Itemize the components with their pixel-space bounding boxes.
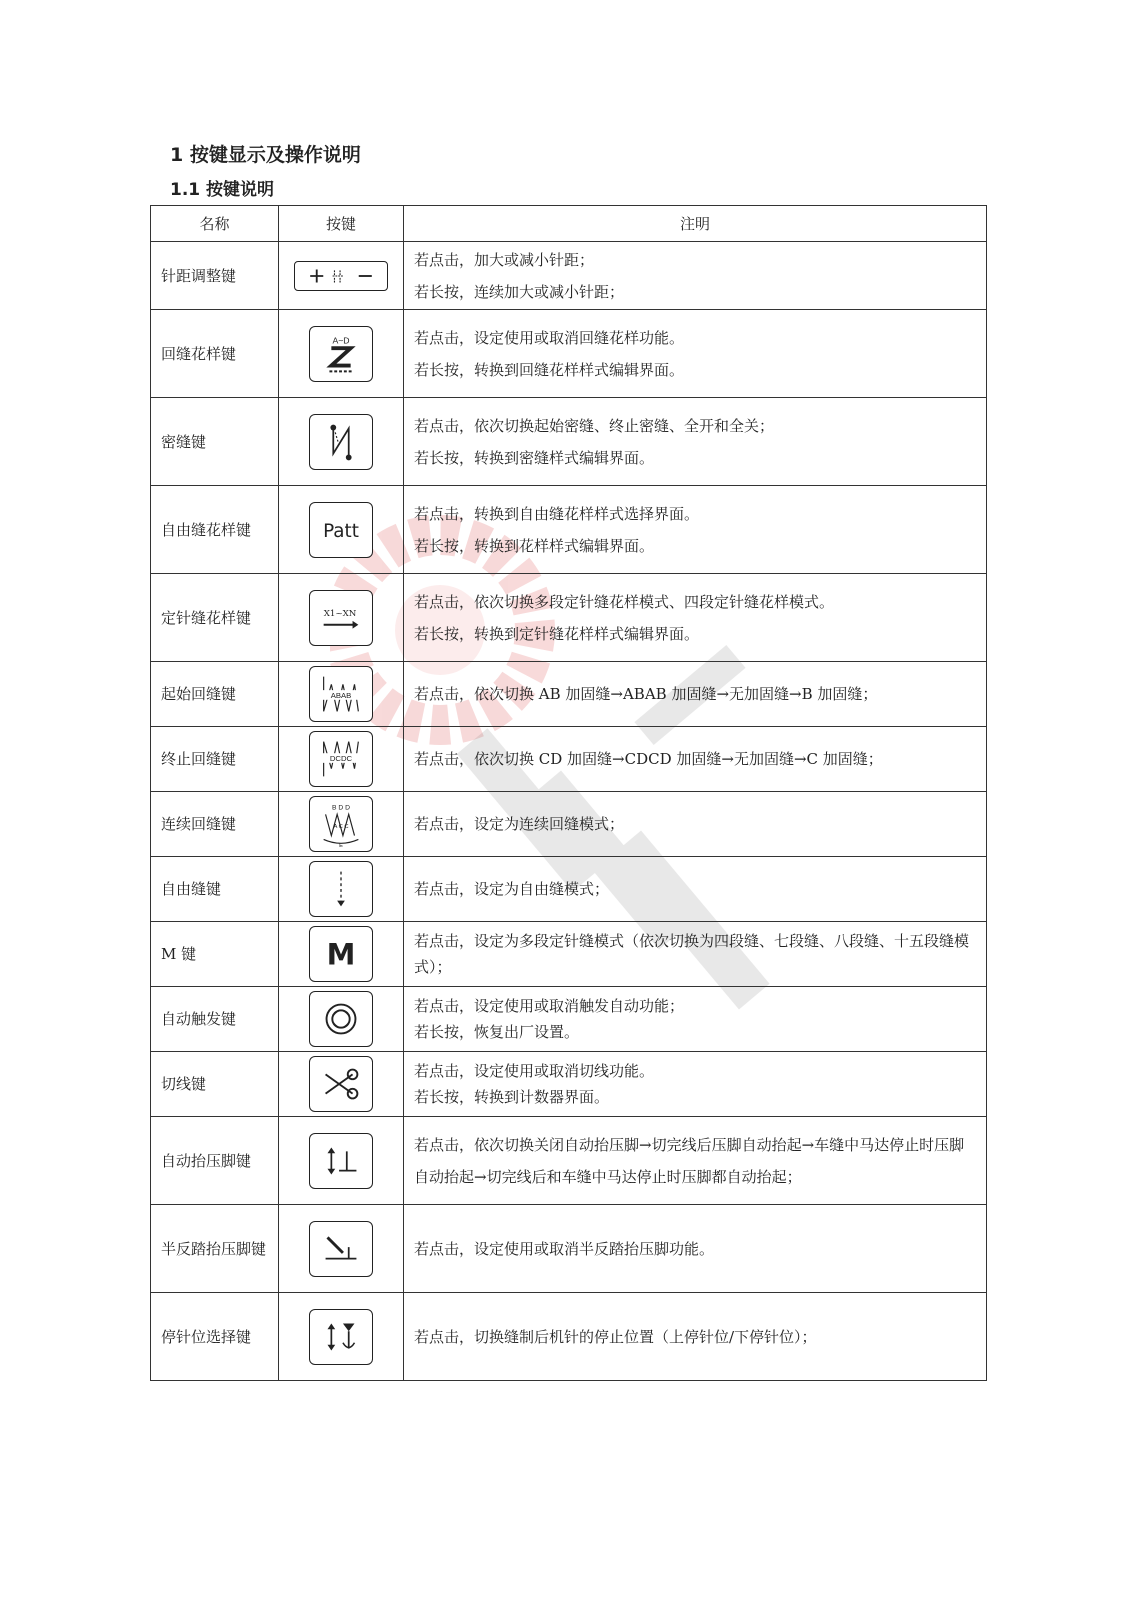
start-back-tack-icon bbox=[309, 666, 373, 722]
note-text: 若点击，转换到自由缝花样样式选择界面。 bbox=[414, 504, 700, 523]
column-header-note: 注明 bbox=[404, 206, 987, 242]
auto-presser-foot-icon bbox=[309, 1133, 373, 1189]
patt-icon bbox=[309, 502, 373, 558]
note-text: 若点击，依次切换关闭自动抬压脚→切完线后压脚自动抬起→车缝中马达停止时压脚自动抬起→切完线后和车缝中马达停止时压脚都自动抬起； bbox=[414, 1135, 965, 1186]
table-row bbox=[151, 1052, 987, 1117]
note-text: 若点击，设定为连续回缝模式； bbox=[414, 815, 625, 833]
note-text: 若点击，设定为自由缝模式； bbox=[414, 880, 610, 898]
fixed-needle-pattern-icon bbox=[309, 590, 373, 646]
free-sewing-icon bbox=[309, 861, 373, 917]
icon-label: X1~XN bbox=[323, 608, 357, 619]
dense-stitch-icon bbox=[309, 414, 373, 470]
table-row bbox=[151, 310, 987, 398]
key-name: 自动抬压脚键 bbox=[151, 1117, 279, 1205]
key-name: 密缝键 bbox=[151, 398, 279, 486]
note-text: 若长按，恢复出厂设置。 bbox=[414, 1023, 580, 1041]
m-icon bbox=[309, 926, 373, 982]
key-name: 连续回缝键 bbox=[151, 792, 279, 857]
note-text: 若点击，设定使用或取消切线功能。 bbox=[414, 1062, 655, 1080]
note-text: 若点击，依次切换 CD 加固缝→CDCD 加固缝→无加固缝→C 加固缝； bbox=[414, 750, 883, 768]
note-text: 若点击，依次切换多段定针缝花样模式、四段定针缝花样模式。 bbox=[414, 592, 835, 611]
half-heel-presser-foot-icon bbox=[309, 1221, 373, 1277]
note-text: 若点击，设定使用或取消半反踏抬压脚功能。 bbox=[414, 1239, 715, 1258]
note-text: 若点击，设定使用或取消触发自动功能； bbox=[414, 997, 685, 1015]
icon-label: ABAB bbox=[330, 690, 352, 700]
svg-text:E: E bbox=[339, 843, 343, 850]
column-header-key: 按键 bbox=[279, 206, 404, 242]
svg-text:B D D: B D D bbox=[331, 804, 351, 812]
continuous-back-tack-icon bbox=[309, 796, 373, 852]
key-name: M 键 bbox=[151, 922, 279, 987]
key-name: 定针缝花样键 bbox=[151, 574, 279, 662]
thread-trim-icon bbox=[309, 1056, 373, 1112]
needle-stop-position-icon bbox=[309, 1309, 373, 1365]
key-name: 回缝花样键 bbox=[151, 310, 279, 398]
note-text: 若点击，依次切换 AB 加固缝→ABAB 加固缝→无加固缝→B 加固缝； bbox=[414, 685, 878, 703]
note-text: 若点击，设定使用或取消回缝花样功能。 bbox=[414, 328, 685, 347]
column-header-name: 名称 bbox=[151, 206, 279, 242]
table-row bbox=[151, 1205, 987, 1293]
table-header-row bbox=[151, 206, 987, 242]
icon-label: M bbox=[326, 937, 356, 972]
table-row bbox=[151, 1117, 987, 1205]
table-row bbox=[151, 662, 987, 727]
table-row bbox=[151, 486, 987, 574]
table-row bbox=[151, 987, 987, 1052]
key-name: 自由缝花样键 bbox=[151, 486, 279, 574]
subsection-heading: 1.1 按键说明 bbox=[170, 180, 275, 200]
table-row bbox=[151, 857, 987, 922]
note-text: 若长按，连续加大或减小针距； bbox=[414, 282, 625, 301]
key-name: 终止回缝键 bbox=[151, 727, 279, 792]
note-text: 若长按，转换到花样样式编辑界面。 bbox=[414, 536, 655, 555]
note-text: 若点击，依次切换起始密缝、终止密缝、全开和全关； bbox=[414, 416, 775, 435]
icon-label: DCDC bbox=[329, 753, 353, 763]
icon-label: A~D bbox=[332, 334, 350, 345]
back-tack-pattern-icon bbox=[309, 326, 373, 382]
table-row bbox=[151, 242, 987, 310]
table-row bbox=[151, 1293, 987, 1381]
note-text: 若长按，转换到密缝样式编辑界面。 bbox=[414, 448, 655, 467]
table-row bbox=[151, 574, 987, 662]
key-name: 自动触发键 bbox=[151, 987, 279, 1052]
stitch-length-icon bbox=[294, 261, 388, 291]
key-name: 针距调整键 bbox=[151, 242, 279, 310]
table-row bbox=[151, 727, 987, 792]
key-name: 半反踏抬压脚键 bbox=[151, 1205, 279, 1293]
section-heading: 1 按键显示及操作说明 bbox=[170, 144, 361, 166]
key-name: 自由缝键 bbox=[151, 857, 279, 922]
svg-text:A C C: A C C bbox=[333, 823, 349, 830]
key-name: 停针位选择键 bbox=[151, 1293, 279, 1381]
note-text: 若长按，转换到计数器界面。 bbox=[414, 1088, 610, 1106]
key-description-table bbox=[150, 205, 987, 1381]
table-row bbox=[151, 922, 987, 987]
key-name: 切线键 bbox=[151, 1052, 279, 1117]
end-back-tack-icon bbox=[309, 731, 373, 787]
table-row bbox=[151, 398, 987, 486]
key-name: 起始回缝键 bbox=[151, 662, 279, 727]
icon-label: Patt bbox=[323, 520, 359, 542]
note-text: 若点击，切换缝制后机针的停止位置（上停针位/下停针位）； bbox=[414, 1327, 817, 1346]
note-text: 若点击，加大或减小针距； bbox=[414, 250, 595, 269]
table-row bbox=[151, 792, 987, 857]
note-text: 若长按，转换到回缝花样样式编辑界面。 bbox=[414, 360, 685, 379]
auto-trigger-icon bbox=[309, 991, 373, 1047]
note-text: 若点击，设定为多段定针缝模式（依次切换为四段缝、七段缝、八段缝、十五段缝模式）； bbox=[414, 932, 970, 976]
note-text: 若长按，转换到定针缝花样样式编辑界面。 bbox=[414, 624, 700, 643]
